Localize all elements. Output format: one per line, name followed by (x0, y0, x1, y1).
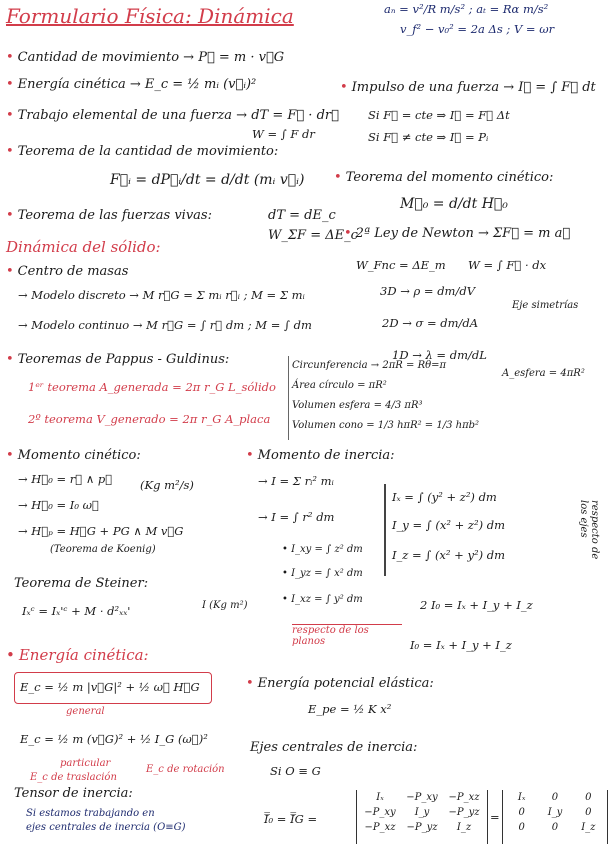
m2-cell: I_z (581, 822, 596, 833)
impulse-case2: Si F⃗ ≠ cte ⇒ I⃗ = Pᵢ (368, 130, 489, 144)
energy-general-label: general (66, 706, 105, 717)
tensor-heading: Tensor de inercia: (14, 786, 133, 801)
living-forces: • Teorema de las fuerzas vivas: (6, 208, 212, 223)
kinematics-formula: v_f² − v₀² = 2a Δs ; V = ωr (400, 22, 555, 36)
steiner-eq: Iₓᶜ = Iₓ'ᶜ + M · d²ₓₓ' (22, 604, 131, 618)
m2-cell: 0 (518, 822, 525, 833)
work-integral-2: W = ∫ F⃗ · dx (468, 258, 547, 272)
angular-eq1: → H⃗₀ = r⃗ ∧ p⃗ (18, 472, 113, 486)
angular-eq2: → H⃗₀ = I₀ ω⃗ (18, 498, 99, 512)
m2-cell: 0 (551, 792, 559, 803)
inertia-ix: Iₓ = ∫ (y² + z²) dm (392, 490, 497, 504)
pappus-heading: • Teoremas de Pappus - Guldinus: (6, 352, 229, 367)
central-axes-cond: Si O ≡ G (270, 764, 321, 778)
m2-cell: 0 (518, 807, 525, 818)
living-forces-eq2: W_ΣF = ΔE_c (268, 228, 358, 243)
pappus-formula-4: Volumen cono = 1/3 hπR² = 1/3 hπb² (292, 420, 480, 431)
inertia-heading: • Momento de inercia: (246, 448, 395, 463)
work-integral: W = ∫ F dr (252, 127, 315, 141)
pappus-formula-1: Circunferencia → 2πR = Rθ=π (292, 360, 447, 371)
newton-second-law: • 2ª Ley de Newton → ΣF⃗ = m a⃗ (344, 226, 570, 241)
work-line: • Trabajo elemental de una fuerza → dT = F⃗ · dr⃗ (6, 108, 339, 123)
angular-heading: • Momento cinético: (6, 448, 141, 463)
tensor-matrix-diag (502, 790, 608, 844)
product-xz: • I_xz = ∫ y² dm (282, 594, 363, 605)
planes-note: respecto de los planos (292, 624, 402, 647)
theorem-momentum-eq: F⃗ᵢ = dP⃗ᵢ/dt = d/dt (mᵢ v⃗ᵢ) (110, 172, 305, 188)
tensor-note-2: ejes centrales de inercia (O≡G) (26, 822, 186, 833)
pappus-formula-3: Volumen esfera = 4/3 πR³ (292, 400, 423, 411)
theorem-momentum: • Teorema de la cantidad de movimiento: (6, 144, 278, 159)
impulse-line: • Impulso de una fuerza → I⃗ = ∫ F⃗ dt (340, 80, 596, 95)
m1-cell: I_z (456, 822, 472, 833)
tensor-eq-left: I̿₀ = I̿G = (264, 812, 318, 826)
elastic-eq: E_pe = ½ K x² (308, 702, 392, 716)
tensor-note-1: Si estamos trabajando en (26, 808, 155, 819)
elastic-heading: • Energía potencial elástica: (246, 676, 434, 691)
work-fnc: W_Fnc = ΔE_m (356, 258, 446, 272)
angular-eq3: → H⃗ₚ = H⃗G + PG ∧ M v⃗G (18, 524, 184, 538)
steiner-units: I (Kg m²) (202, 600, 248, 611)
dynamics-solid-heading: Dinámica del sólido: (6, 238, 161, 256)
product-xy: • I_xy = ∫ z² dm (282, 544, 363, 555)
energy-general: E_c = ½ m |v⃗G|² + ½ ω⃗ H⃗G (20, 680, 200, 694)
axes-side-note: respecto de los ejes (578, 500, 600, 560)
continuous-model: → Modelo continuo → M r⃗G = ∫ r⃗ dm ; M = ∫ dm (18, 318, 312, 332)
pappus-formula-2: Área círculo = πR² (292, 380, 387, 391)
center-mass-heading: • Centro de masas (6, 264, 128, 279)
koenig-note: (Teorema de Koenig) (50, 544, 156, 555)
pappus-second: 2º teorema V_generado = 2π r_G A_placa (28, 412, 271, 426)
tensor-equals: = (490, 810, 500, 824)
m2-cell: 0 (585, 792, 592, 803)
inertia-sum-2i0: 2 I₀ = Iₓ + I_y + I_z (420, 598, 533, 612)
energy-rotation-label: E_c de rotación (146, 764, 225, 775)
m1-cell: −P_xz (364, 822, 396, 833)
inertia-sum-i0: I₀ = Iₓ + I_y + I_z (410, 638, 512, 652)
m1-cell: −P_xy (406, 792, 438, 803)
living-forces-eq1: dT = dE_c (268, 208, 336, 223)
kinetic-energy-line: • Energía cinética → E_c = ½ mᵢ (v⃗ᵢ)² (6, 77, 256, 92)
m2-cell: Iₓ (517, 792, 526, 803)
tensor-matrix-full (356, 790, 488, 844)
energy-particular-label: particular (60, 758, 111, 769)
inertia-iy: I_y = ∫ (x² + z²) dm (392, 518, 505, 532)
inertia-iz: I_z = ∫ (x² + y²) dm (392, 548, 505, 562)
energy-particular: E_c = ½ m (v⃗G)² + ½ I_G (ω⃗)² (20, 732, 208, 746)
energy-translation-label: E_c de traslación (30, 772, 117, 783)
page-title: Formulario Física: Dinámica (6, 4, 294, 28)
pappus-first: 1ᵉʳ teorema A_generada = 2π r_G L_sólido (28, 380, 276, 394)
m1-cell: −P_xz (448, 792, 480, 803)
m2-cell: I_y (547, 807, 563, 818)
rho-1d: 1D → λ = dm/dL (392, 348, 487, 362)
rho-3d: 3D → ρ = dm/dV (380, 284, 475, 298)
central-axes-heading: Ejes centrales de inercia: (250, 740, 418, 755)
theorem-angular: • Teorema del momento cinético: (334, 170, 553, 185)
pappus-divider (288, 356, 289, 440)
m1-cell: −P_yz (406, 822, 438, 833)
theorem-angular-eq: M⃗₀ = d/dt H⃗₀ (400, 196, 508, 212)
rho-2d: 2D → σ = dm/dA (382, 316, 479, 330)
product-yz: • I_yz = ∫ x² dm (282, 568, 363, 579)
m1-cell: −P_xy (364, 807, 396, 818)
steiner-heading: Teorema de Steiner: (14, 576, 149, 591)
inertia-eq1: → I = Σ rᵢ² mᵢ (258, 474, 334, 488)
symmetry-note: Eje simetrías (512, 300, 579, 311)
m2-cell: 0 (585, 807, 592, 818)
inertia-eq2: → I = ∫ r² dm (258, 510, 335, 524)
discrete-model: → Modelo discreto → M r⃗G = Σ mᵢ r⃗ᵢ ; M = Σ mᵢ (18, 288, 305, 302)
momentum-line: • Cantidad de movimiento → P⃗ = m · v⃗G (6, 50, 284, 65)
m1-cell: −P_yz (448, 807, 480, 818)
impulse-case1: Si F⃗ = cte ⇒ I⃗ = F⃗ Δt (368, 108, 510, 122)
m1-cell: Iₓ (376, 792, 384, 803)
m2-cell: 0 (551, 822, 559, 833)
accel-formula: aₙ = v²/R m/s² ; aₜ = Rα m/s² (384, 2, 549, 16)
sphere-area: A_esfera = 4πR² (502, 368, 585, 379)
angular-units: (Kg m²/s) (140, 478, 194, 492)
m1-cell: I_y (414, 807, 430, 818)
energy-heading: • Energía cinética: (6, 646, 149, 664)
